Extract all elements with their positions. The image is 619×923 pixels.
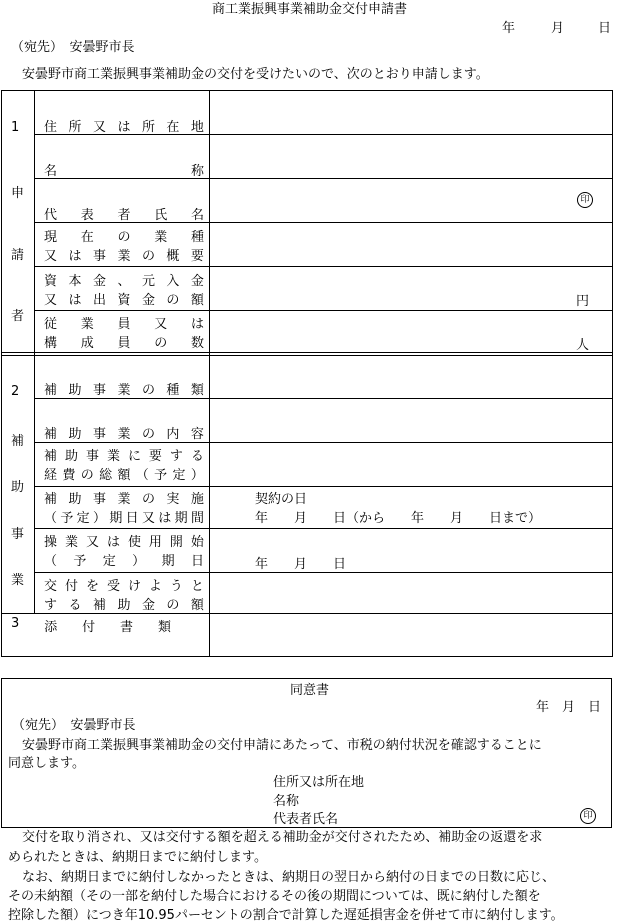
section1-char: 申 (11, 186, 25, 201)
note2-line3: 控除した額）につき年10.95パーセントの割合で計算した遅延損害金を併せて市に納付します。 (8, 908, 564, 923)
start-date-value: 年 月 日 (255, 557, 347, 572)
section2-char: 助 (11, 480, 25, 495)
label-implementation-l1: 補 助 事 業 の 実 施 (44, 492, 204, 507)
label-total-cost-l2: 経 費 の 総 額 （ 予 定 ） (44, 468, 204, 483)
note1-line2: められたときは、納期日までに納付します。 (8, 850, 267, 865)
implementation-period: 年 月 日（から 年 月 日まで） (255, 511, 542, 526)
label-industry-l2: 又 は 事 業 の 概 要 (44, 249, 204, 264)
label-representative: 代 表 者 氏 名 (44, 208, 204, 223)
label-start-date-l1: 操 業 又 は 使 用 開 始 (44, 535, 204, 550)
unit-persons: 人 (576, 338, 590, 353)
unit-yen: 円 (576, 294, 590, 309)
label-subsidy-amount-l1: 交 付 を 受 け よ う と (44, 579, 204, 594)
label-project-type: 補 助 事 業 の 種 類 (44, 383, 204, 398)
label-implementation-l2: （ 予 定 ） 期 日 又 は 期 間 (44, 511, 204, 526)
consent-name-label: 名称 (273, 794, 300, 809)
consent-address-label: 住所又は所在地 (273, 775, 365, 790)
section2-number: 2 (11, 384, 20, 399)
consent-text-line2: 同意します。 (8, 756, 85, 771)
label-capital-l2: 又 は 出 資 金 の 額 (44, 293, 204, 308)
date-month: 月 (551, 21, 565, 36)
date-day: 日 (598, 21, 612, 36)
consent-representative-label: 代表者氏名 (273, 812, 339, 827)
consent-title: 同意書 (289, 683, 329, 698)
label-industry-l1: 現 在 の 業 種 (44, 230, 204, 245)
section2-char: 事 (11, 527, 25, 542)
note2-line1: なお、納期日までに納付しなかったときは、納期日の翌日から納付の日までの日数に応じ、 (22, 870, 556, 885)
label-name: 名 称 (44, 164, 204, 179)
section2-char: 補 (11, 434, 25, 449)
seal-mark-icon: 印 (577, 192, 593, 208)
section2-char: 業 (11, 573, 25, 588)
document-title: 商工業振興事業補助金交付申請書 (211, 2, 407, 17)
consent-date: 年 月 日 (536, 700, 602, 715)
label-start-date-l2: （ 予 定 ） 期 日 (44, 554, 204, 569)
note1-line1: 交付を取り消され、又は交付する額を超える補助金が交付されたため、補助金の返還を求 (22, 830, 543, 845)
intro-text: 安曇野市商工業振興事業補助金の交付を受けたいので、次のとおり申請します。 (22, 67, 489, 82)
consent-addressee: （宛先） 安曇野市長 (12, 718, 136, 733)
seal-mark-icon: 印 (580, 808, 596, 824)
contract-date-label: 契約の日 (255, 492, 308, 507)
date-year: 年 (502, 21, 516, 36)
label-address: 住 所 又 は 所 在 地 (44, 120, 204, 135)
label-employees-l1: 従 業 員 又 は (44, 317, 204, 332)
label-subsidy-amount-l2: す る 補 助 金 の 額 (44, 598, 204, 613)
consent-text-line1: 安曇野市商工業振興事業補助金の交付申請にあたって、市税の納付状況を確認することに (22, 738, 542, 753)
section1-char: 請 (11, 248, 25, 263)
label-project-content: 補 助 事 業 の 内 容 (44, 427, 204, 442)
label-total-cost-l1: 補 助 事 業 に 要 す る (44, 449, 204, 464)
label-capital-l1: 資 本 金 、 元 入 金 (44, 274, 204, 289)
section1-char: 者 (11, 309, 25, 324)
label-employees-l2: 構 成 員 の 数 (44, 336, 204, 351)
note2-line2: その未納額（その一部を納付した場合におけるその後の期間については、既に納付した額を (8, 889, 541, 904)
consent-box (1, 678, 612, 828)
section1-number: 1 (11, 120, 20, 135)
addressee: （宛先） 安曇野市長 (11, 40, 135, 55)
label-attachments: 3 添 付 書 類 (11, 616, 171, 635)
